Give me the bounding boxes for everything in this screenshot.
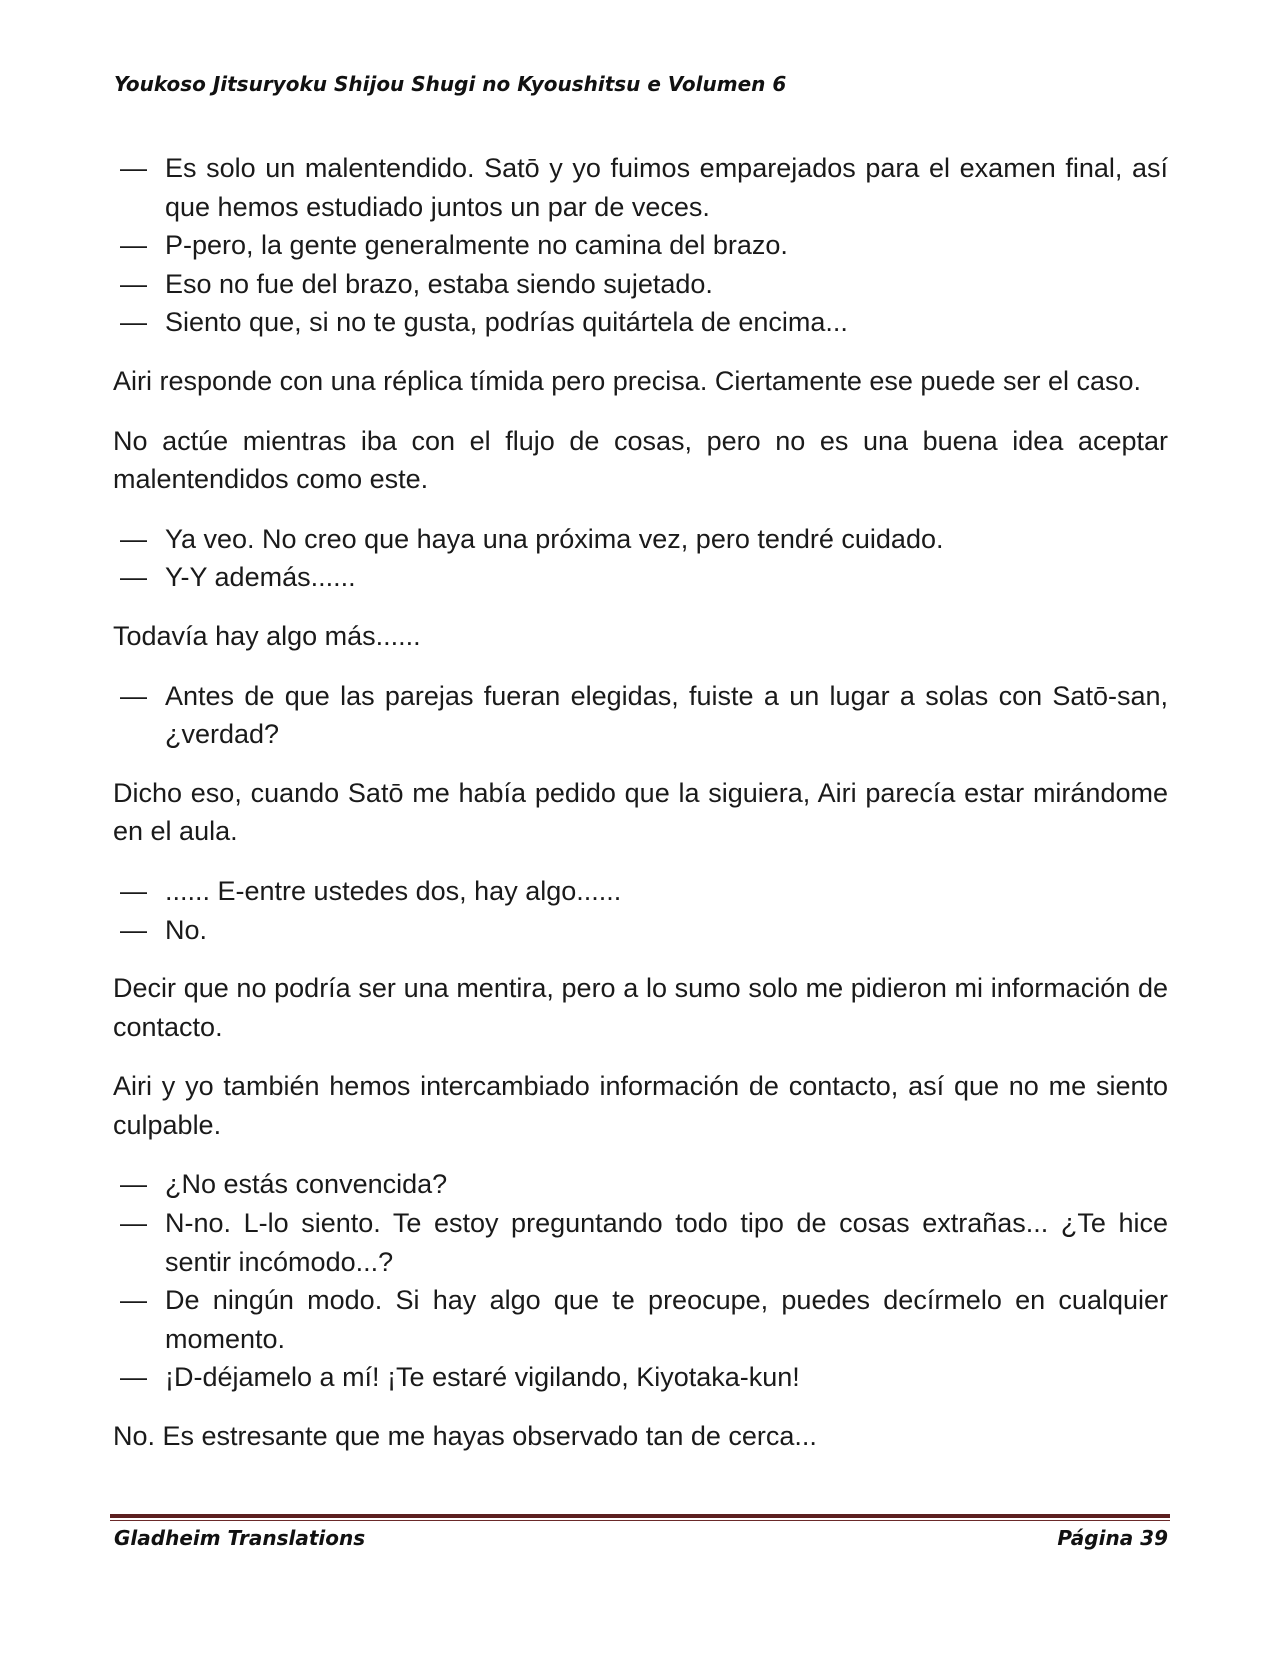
dialogue-text: ¡D-déjamelo a mí! ¡Te estaré vigilando, Kiyotaka-kun!: [165, 1362, 800, 1393]
dialogue-line: [120, 520, 1168, 559]
paragraph: Airi responde con una réplica tímida pero precisa. Ciertamente ese puede ser el caso.: [113, 365, 1142, 396]
dialogue-line: [120, 1204, 1168, 1281]
dialogue-dash: —: [120, 875, 147, 906]
dialogue-line: [120, 1358, 1168, 1397]
dialogue-text: De ningún modo. Si hay algo que te preocupe, puedes decírmelo en cualquier momento.: [165, 1285, 1168, 1354]
dialogue-line: [120, 226, 1168, 265]
page-body: [113, 149, 1168, 1477]
dialogue-text: No.: [165, 914, 208, 945]
page-header-title: Youkoso Jitsuryoku Shijou Shugi no Kyoushitsu e Volumen 6: [114, 72, 787, 96]
dialogue-text: Eso no fue del brazo, estaba siendo sujetado.: [165, 268, 713, 299]
dialogue-line: [120, 558, 1168, 597]
dialogue-dash: —: [120, 268, 147, 299]
dialogue-dash: —: [120, 523, 147, 554]
paragraph: Todavía hay algo más......: [113, 620, 421, 651]
dialogue-block-5: [113, 1165, 1168, 1397]
dialogue-text: Antes de que las parejas fueran elegidas, fuiste a un lugar a solas con Satō-san, ¿verdad?: [165, 680, 1168, 750]
dialogue-text: ¿No estás convencida?: [165, 1169, 448, 1200]
dialogue-text: ...... E-entre ustedes dos, hay algo......: [165, 875, 622, 906]
paragraph: Airi y yo también hemos intercambiado información de contacto, así que no me siento culpable.: [113, 1071, 1168, 1140]
dialogue-dash: —: [120, 153, 147, 183]
dialogue-text: Siento que, si no te gusta, podrías quitártela de encima...: [165, 307, 848, 338]
dialogue-line: [120, 1165, 1168, 1204]
dialogue-dash: —: [120, 1169, 147, 1200]
dialogue-block-1: [113, 149, 1168, 342]
dialogue-text: P-pero, la gente generalmente no camina del brazo.: [165, 230, 788, 261]
dialogue-line: [120, 1281, 1168, 1358]
paragraph: No. Es estresante que me hayas observado tan de cerca...: [113, 1421, 817, 1452]
dialogue-line: [120, 149, 1168, 226]
dialogue-dash: —: [120, 914, 147, 945]
paragraph: Dicho eso, cuando Satō me había pedido que la siguiera, Airi parecía estar mirándome en el aula.: [113, 777, 1168, 847]
dialogue-text: Es solo un malentendido. Satō y yo fuimos emparejados para el examen final, así que hemos estudiado juntos un par de veces.: [165, 153, 1168, 222]
dialogue-line: [120, 303, 1168, 342]
dialogue-text: Ya veo. No creo que haya una próxima vez, pero tendré cuidado.: [165, 523, 944, 554]
dialogue-block-4: [113, 872, 1168, 949]
dialogue-dash: —: [120, 1285, 147, 1316]
dialogue-dash: —: [120, 230, 147, 261]
dialogue-block-2: [113, 520, 1168, 597]
paragraph: Decir que no podría ser una mentira, pero a lo sumo solo me pidieron mi información de contacto.: [113, 973, 1168, 1042]
dialogue-text: Y-Y además......: [165, 562, 356, 593]
dialogue-line: [120, 677, 1168, 754]
dialogue-line: [120, 265, 1168, 304]
dialogue-text: N-no. L-lo siento. Te estoy preguntando todo tipo de cosas extrañas... ¿Te hice sentir incómodo...?: [165, 1208, 1168, 1277]
dialogue-dash: —: [120, 1362, 147, 1393]
dialogue-block-3: [113, 677, 1168, 754]
footer-page-number: Página 39: [1057, 1526, 1168, 1550]
footer-rule-thin: [110, 1520, 1170, 1521]
dialogue-dash: —: [120, 1208, 147, 1239]
dialogue-dash: —: [120, 562, 147, 593]
dialogue-dash: —: [120, 680, 147, 711]
footer-rule-thick: [110, 1514, 1170, 1518]
dialogue-dash: —: [120, 307, 147, 338]
dialogue-line: [120, 872, 1168, 911]
dialogue-line: [120, 911, 1168, 950]
footer-translator: Gladheim Translations: [114, 1526, 366, 1550]
paragraph: No actúe mientras iba con el flujo de cosas, pero no es una buena idea aceptar malentendidos como este.: [113, 425, 1168, 495]
